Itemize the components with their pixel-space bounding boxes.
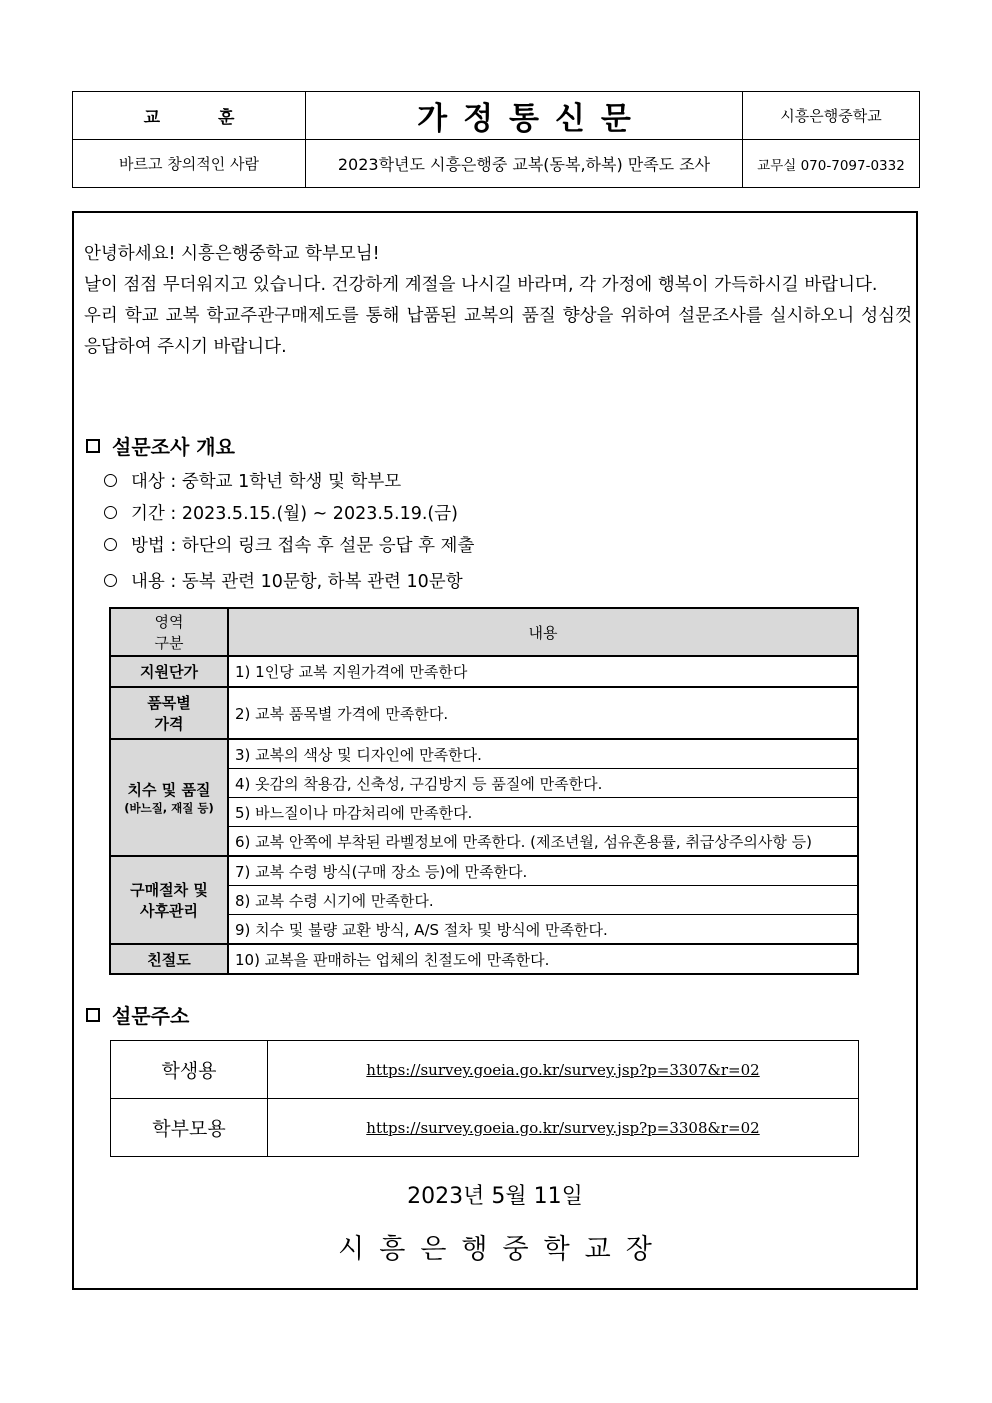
principal-signature: 시흥은행중학교장 (338, 1234, 667, 1265)
table-header-content: 내용 (228, 608, 858, 656)
motto-heading: 교 훈 (73, 92, 306, 140)
item-5: 5) 바느질이나 마감처리에 만족한다. (228, 798, 858, 827)
category-quality-line2: (바느질, 재질 등) (124, 801, 214, 815)
overview-method (104, 532, 474, 557)
category-purchase-line2: 사후관리 (140, 902, 198, 920)
circle-bullet-icon (104, 574, 117, 587)
circle-bullet-icon (104, 474, 117, 487)
item-6: 6) 교복 안쪽에 부착된 라벨정보에 만족한다. (제조년월, 섬유혼용률, 취급상주의사항 등) (228, 827, 858, 857)
item-9: 9) 치수 및 불량 교환 방식, A/S 절차 및 방식에 만족한다. (228, 915, 858, 945)
table-row (110, 856, 858, 886)
circle-bullet-icon (104, 506, 117, 519)
header-table (72, 91, 920, 188)
category-purchase (110, 856, 228, 944)
intro-greeting: 안녕하세요! 시흥은행중학교 학부모님! (84, 244, 380, 264)
overview-content-text: 내용 : 동복 관련 10문항, 하복 관련 10문항 (131, 572, 463, 592)
item-7: 7) 교복 수령 방식(구매 장소 등)에 만족한다. (228, 856, 858, 886)
school-name: 시흥은행중학교 (743, 92, 920, 140)
parent-survey-link[interactable]: https://survey.goeia.go.kr/survey.jsp?p=3308&r=02 (366, 1119, 760, 1137)
item-3: 3) 교복의 색상 및 디자인에 만족한다. (228, 739, 858, 769)
notice-body (72, 211, 918, 1290)
issue-date: 2023년 5월 11일 (407, 1184, 583, 1209)
student-label: 학생용 (111, 1041, 268, 1099)
circle-bullet-icon (104, 538, 117, 551)
category-price-line1: 품목별 (147, 694, 191, 712)
category-quality-line1: 치수 및 품질 (127, 781, 211, 799)
address-heading (86, 1000, 189, 1029)
checkbox-square-icon (86, 1008, 100, 1022)
intro-weather: 날이 점점 무더워지고 있습니다. 건강하게 계절을 나시길 바라며, 각 가정에 행복이 가득하시길 바랍니다. (84, 275, 878, 295)
notice-subject: 2023학년도 시흥은행중 교복(동복,하복) 만족도 조사 (306, 140, 743, 188)
address-heading-text: 설문주소 (112, 1004, 190, 1028)
category-price-line2: 가격 (154, 715, 184, 733)
parent-label: 학부모용 (111, 1099, 268, 1157)
category-quality (110, 739, 228, 856)
page-title: 가정통신문 (306, 92, 743, 140)
table-row (111, 1041, 859, 1099)
contact-phone: 교무실 070-7097-0332 (743, 140, 920, 188)
overview-period-text: 기간 : 2023.5.15.(월) ~ 2023.5.19.(금) (131, 504, 458, 524)
overview-target-text: 대상 : 중학교 1학년 학생 및 학부모 (131, 472, 402, 492)
table-header-category-line1: 영역 (154, 613, 184, 631)
category-purchase-line1: 구매절차 및 (130, 881, 208, 899)
survey-items-table (109, 607, 859, 975)
item-4: 4) 옷감의 착용감, 신축성, 구김방지 등 품질에 만족한다. (228, 769, 858, 798)
table-row (110, 656, 858, 687)
overview-content (104, 568, 463, 593)
item-2: 2) 교복 품목별 가격에 만족한다. (228, 687, 858, 739)
item-10: 10) 교복을 판매하는 업체의 친절도에 만족한다. (228, 944, 858, 974)
intro-purpose: 우리 학교 교복 학교주관구매제도를 통해 납품된 교복의 품질 향상을 위하여 설문조사를 실시하오니 성심껏 응답하여 주시기 바랍니다. (84, 306, 912, 357)
table-row (110, 687, 858, 739)
overview-target (104, 468, 401, 493)
table-header-row (110, 608, 858, 656)
school-motto: 바르고 창의적인 사람 (73, 140, 306, 188)
overview-heading (86, 431, 235, 460)
table-header-category-line2: 구분 (154, 634, 184, 652)
table-row (110, 944, 858, 974)
category-price (110, 687, 228, 739)
intro-text (84, 239, 912, 363)
table-row (111, 1099, 859, 1157)
item-1: 1) 1인당 교복 지원가격에 만족한다 (228, 656, 858, 687)
checkbox-square-icon (86, 439, 100, 453)
category-kindness: 친절도 (110, 944, 228, 974)
overview-heading-text: 설문조사 개요 (112, 435, 235, 459)
survey-address-table (110, 1040, 859, 1157)
category-support: 지원단가 (110, 656, 228, 687)
item-8: 8) 교복 수령 시기에 만족한다. (228, 886, 858, 915)
table-row (110, 739, 858, 769)
table-header-category (110, 608, 228, 656)
overview-period (104, 500, 458, 525)
overview-method-text: 방법 : 하단의 링크 접속 후 설문 응답 후 제출 (131, 536, 475, 556)
student-survey-link[interactable]: https://survey.goeia.go.kr/survey.jsp?p=3307&r=02 (366, 1061, 760, 1079)
